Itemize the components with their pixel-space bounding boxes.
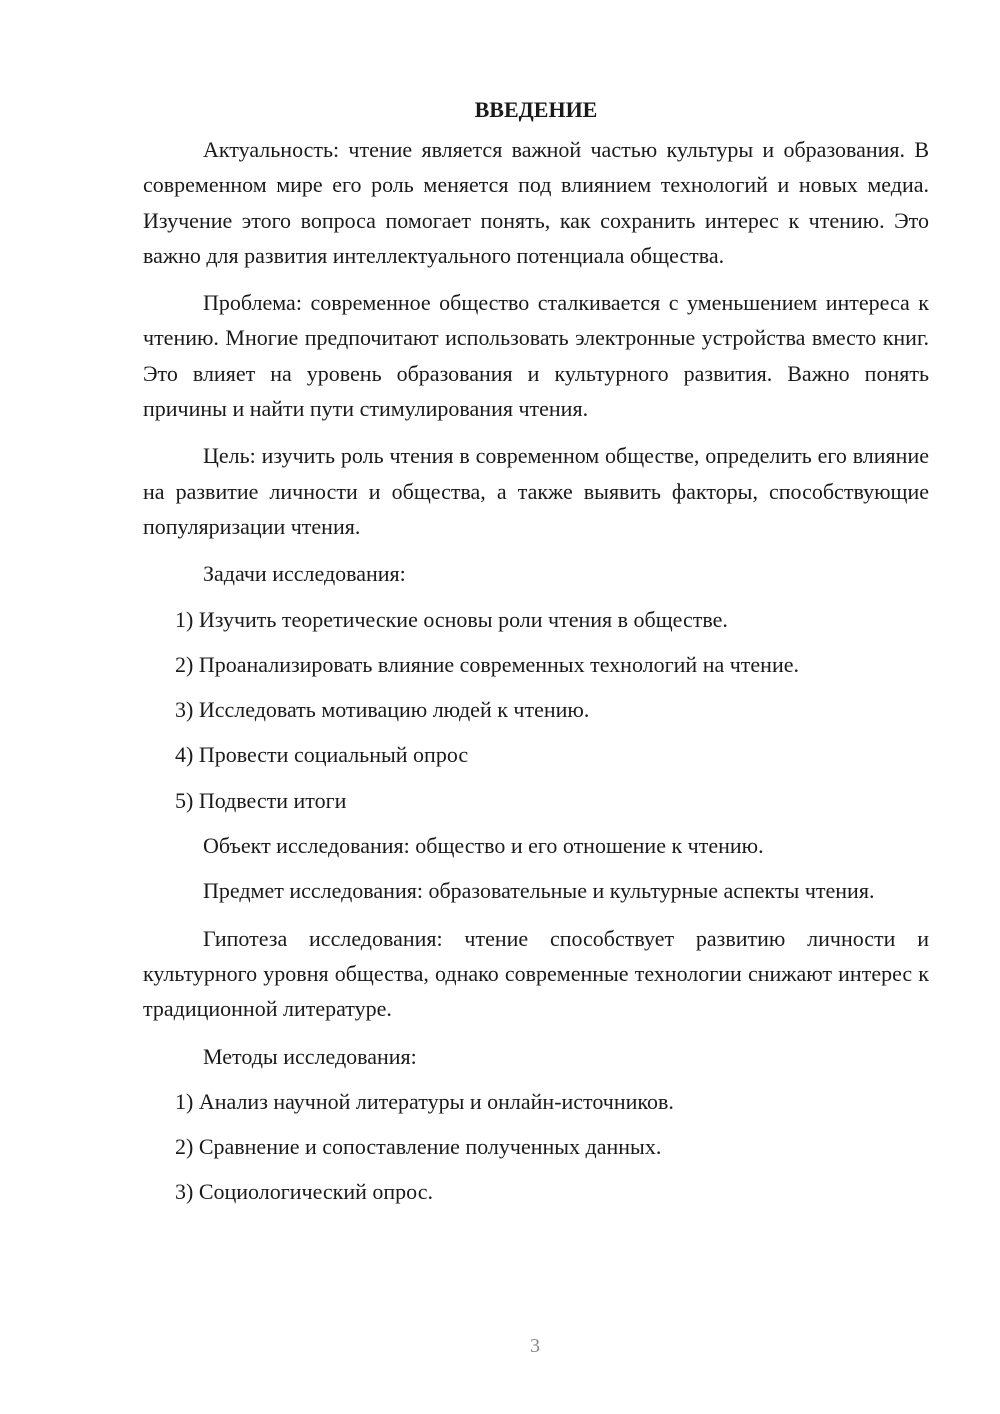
paragraph-hypothesis: Гипотеза исследования: чтение способствует развитию личности и культурного уровня общества, однако современные технологии снижают интерес к традиционной литературе. <box>143 925 929 1022</box>
list-item: 3) Исследовать мотивацию людей к чтению. <box>175 697 590 723</box>
list-item: 2) Сравнение и сопоставление полученных данных. <box>175 1134 662 1160</box>
list-item: 4) Провести социальный опрос <box>175 742 469 768</box>
section-title: ВВЕДЕНИЕ <box>474 97 598 122</box>
tasks-list <box>143 602 929 818</box>
list-item: 1) Изучить теоретические основы роли чтения в обществе. <box>175 606 728 632</box>
paragraph-relevance: Актуальность: чтение является важной частью культуры и образования. В современном мире его роль меняется под влиянием технологий и новых медиа. Изучение этого вопроса помогает понять, как сохранить интерес к чтению. Это важно для развития интеллектуального потенциала общества. <box>143 137 929 268</box>
paragraph-object: Объект исследования: общество и его отношение к чтению. <box>203 833 764 859</box>
list-item: 3) Социологический опрос. <box>175 1179 433 1205</box>
paragraph-problem: Проблема: современное общество сталкивается с уменьшением интереса к чтению. Многие предпочитают использовать электронные устройства вместо книг. Это влияет на уровень образования и культурного развития. Важно понять причины и найти пути стимулирования чтения. <box>143 290 929 422</box>
tasks-heading: Задачи исследования: <box>203 561 406 587</box>
methods-list <box>143 1084 929 1210</box>
page-content <box>143 92 929 1220</box>
paragraph-goal: Цель: изучить роль чтения в современном обществе, определить его влияние на развитие личности и общества, а также выявить факторы, способствующие популяризации чтения. <box>143 443 929 539</box>
list-item: 5) Подвести итоги <box>175 787 347 813</box>
page-number: 3 <box>530 1335 540 1357</box>
list-item: 2) Проанализировать влияние современных технологий на чтение. <box>175 651 799 677</box>
list-item: 1) Анализ научной литературы и онлайн-источников. <box>175 1088 674 1114</box>
methods-heading: Методы исследования: <box>203 1043 417 1069</box>
paragraph-subject: Предмет исследования: образовательные и культурные аспекты чтения. <box>203 878 875 904</box>
